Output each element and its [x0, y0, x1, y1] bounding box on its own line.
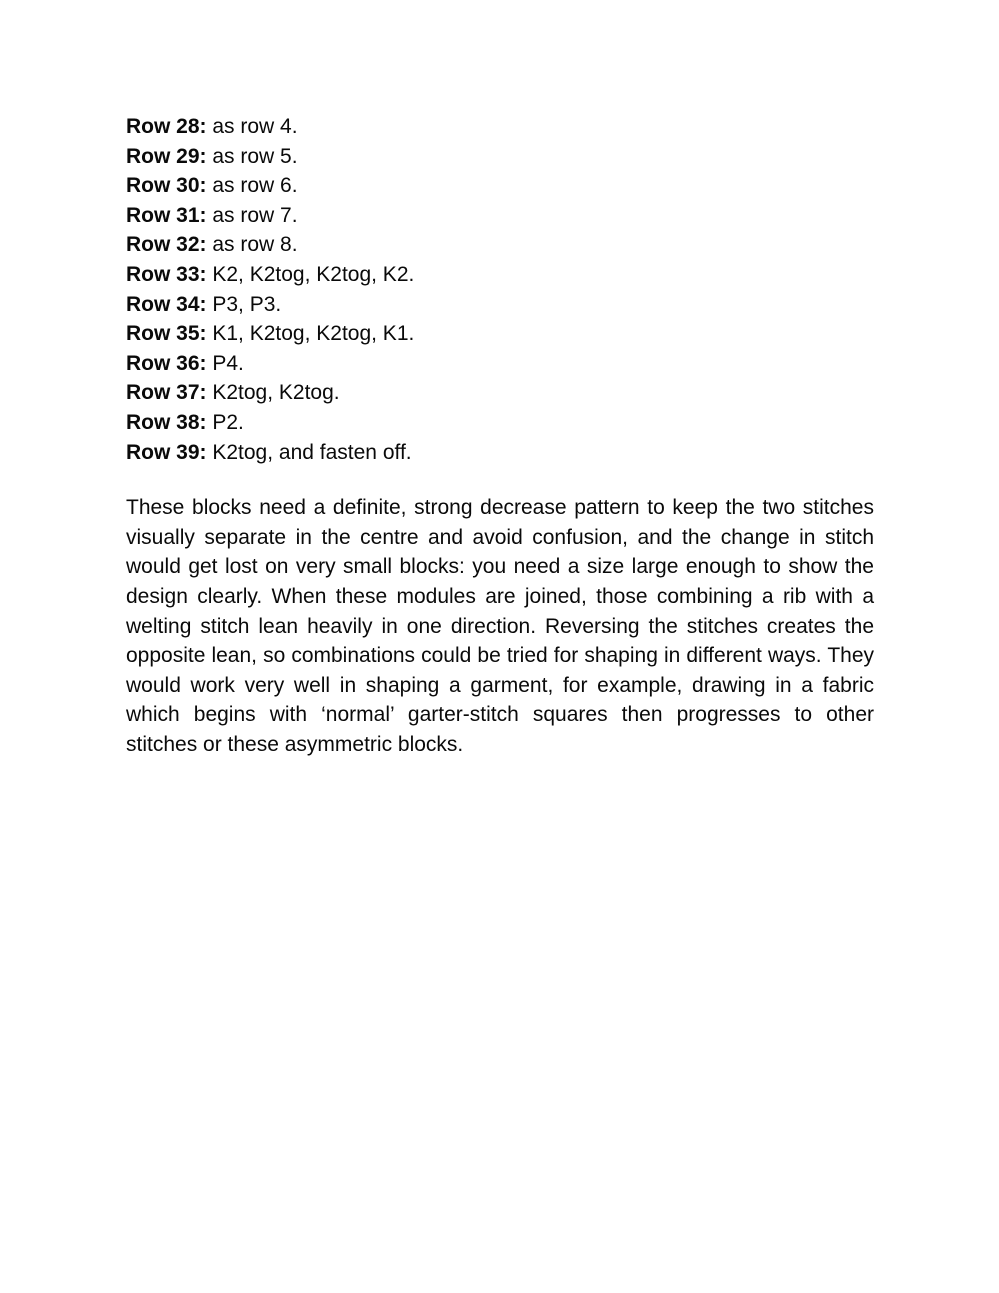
row-instruction-line — [126, 378, 874, 408]
row-instruction-text: as row 7. — [212, 203, 298, 227]
row-instruction-text: P2. — [212, 410, 244, 434]
row-instruction-line — [126, 260, 874, 290]
row-instruction-line — [126, 290, 874, 320]
row-instruction-line — [126, 319, 874, 349]
row-instruction-text: as row 5. — [212, 144, 298, 168]
row-label: Row 37: — [126, 381, 207, 405]
row-instruction-text: K2tog, and fasten off. — [212, 440, 412, 464]
row-label: Row 30: — [126, 174, 207, 198]
body-paragraph: These blocks need a definite, strong decrease pattern to keep the two stitches visually separate in the centre and avoid confusion, and the change in stitch would get lost on very small blocks: you need a size large enough to show the design clearly. When these modules are joined, those combining a rib with a welting stitch lean heavily in one direction. Reversing the stitches creates the opposite lean, so combinations could be tried for shaping in different ways. They would work very well in shaping a garment, for example, drawing in a fabric which begins with ‘normal’ garter-stitch squares then progresses to other stitches or these asymmetric blocks. — [126, 496, 874, 756]
row-instruction-text: as row 4. — [212, 115, 298, 138]
row-instruction-line — [126, 349, 874, 379]
row-label: Row 33: — [126, 262, 207, 286]
row-instruction-text: P3, P3. — [212, 292, 282, 316]
row-instruction-line — [126, 438, 874, 468]
row-instruction-line — [126, 230, 874, 260]
row-instruction-text: K2tog, K2tog. — [212, 381, 340, 405]
row-label: Row 35: — [126, 322, 207, 346]
row-label: Row 28: — [126, 115, 207, 138]
row-label: Row 29: — [126, 144, 207, 168]
row-label: Row 38: — [126, 410, 207, 434]
row-instruction-line — [126, 142, 874, 172]
row-label: Row 32: — [126, 233, 207, 257]
row-instruction-text: as row 8. — [212, 233, 298, 257]
row-instruction-line — [126, 201, 874, 231]
row-label: Row 31: — [126, 203, 207, 227]
row-label: Row 39: — [126, 440, 207, 464]
row-instruction-line — [126, 171, 874, 201]
row-instruction-text: P4. — [212, 351, 244, 375]
row-instruction-line — [126, 112, 874, 142]
row-instructions-list — [126, 112, 874, 467]
row-instruction-line — [126, 408, 874, 438]
row-instruction-text: as row 6. — [212, 174, 298, 198]
row-instruction-text: K2, K2tog, K2tog, K2. — [212, 262, 415, 286]
row-label: Row 34: — [126, 292, 207, 316]
row-label: Row 36: — [126, 351, 207, 375]
row-instruction-text: K1, K2tog, K2tog, K1. — [212, 322, 415, 346]
